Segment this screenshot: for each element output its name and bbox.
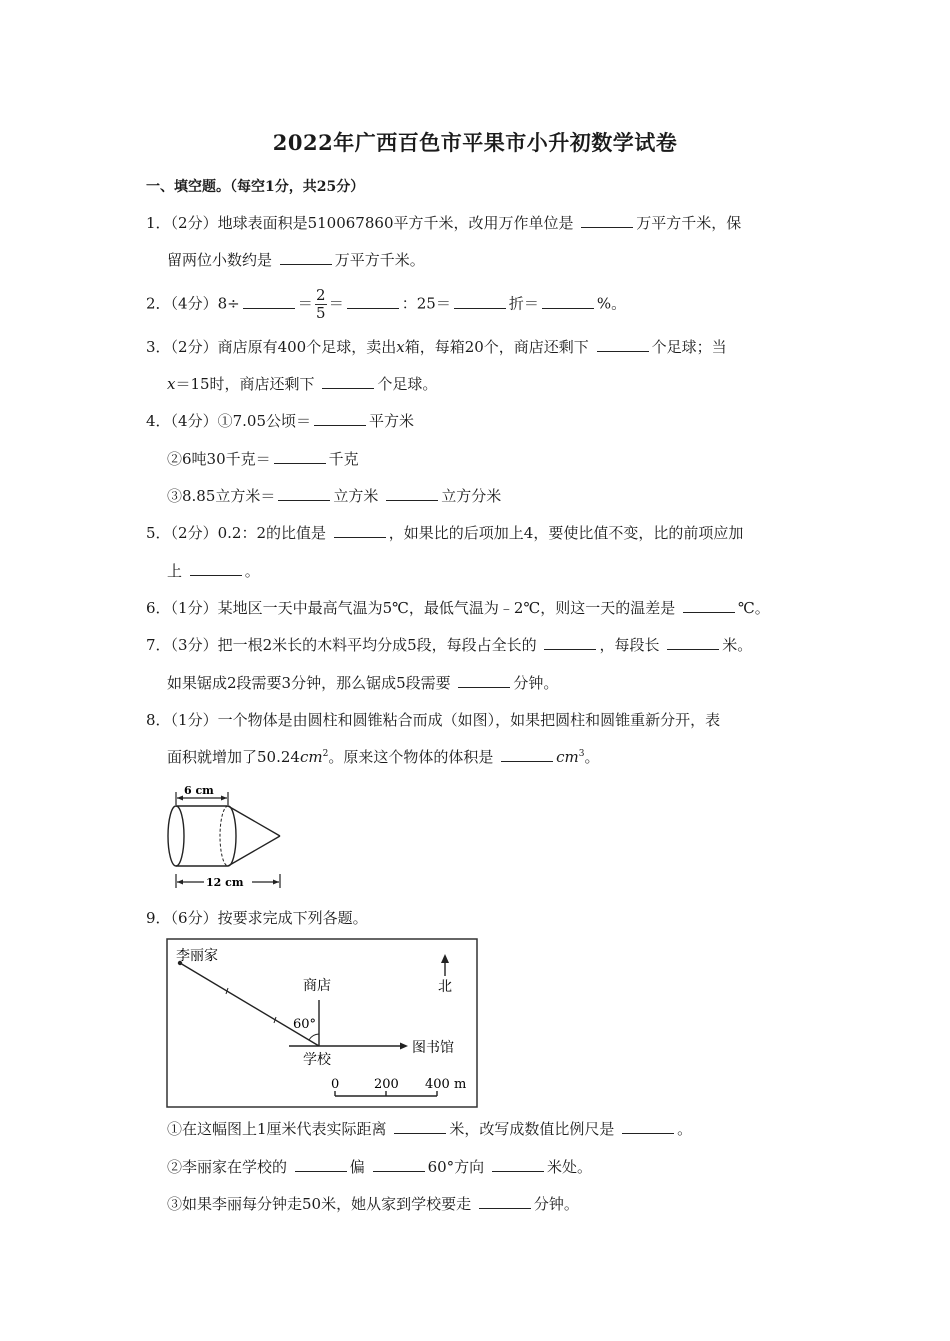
question-8-line-2 <box>167 746 599 767</box>
question-text: ②6吨30千克＝ <box>167 450 271 468</box>
question-text: 箱，每箱20个，商店还剩下 <box>404 338 589 356</box>
question-text: ，如果比的后项加上4，要使比值不变，比的前项应加 <box>388 524 744 542</box>
question-text: ③8.85立方米＝ <box>167 487 276 505</box>
question-text: ：25＝ <box>401 294 451 313</box>
question-text: （4分）8÷ <box>170 294 240 313</box>
question-text: 米处。 <box>546 1158 592 1176</box>
answer-blank[interactable] <box>295 1157 347 1172</box>
question-text: ，每段长 <box>599 636 660 654</box>
map-label-angle: 60° <box>293 1017 317 1032</box>
answer-blank[interactable] <box>542 294 594 309</box>
question-text: 万平方千米。 <box>334 251 425 269</box>
question-3-line-1 <box>146 336 727 357</box>
question-1-line-1 <box>146 212 741 233</box>
answer-blank[interactable] <box>458 673 510 688</box>
question-7-line-2 <box>167 672 558 693</box>
question-text: 。 <box>244 562 260 580</box>
question-text: 立方分米 <box>441 487 502 505</box>
question-text: 上 <box>167 562 183 580</box>
question-number: 5． <box>146 524 171 542</box>
question-number: 2． <box>146 294 171 313</box>
answer-blank[interactable] <box>347 294 399 309</box>
question-text: 千克 <box>328 450 359 468</box>
answer-blank[interactable] <box>394 1119 446 1134</box>
question-text: 如果锯成2段需要3分钟，那么锯成5段需要 <box>167 674 451 692</box>
question-text: ①在这幅图上1厘米代表实际距离 <box>167 1120 387 1138</box>
dimension-label-top: 6 cm <box>184 784 214 797</box>
answer-blank[interactable] <box>454 294 506 309</box>
unit-cm: cm <box>556 748 579 766</box>
answer-blank[interactable] <box>581 213 633 228</box>
question-text: 分钟。 <box>513 674 559 692</box>
map-label-north: 北 <box>438 979 452 995</box>
answer-blank[interactable] <box>314 411 366 426</box>
scale-label-400: 400 m <box>425 1077 467 1092</box>
dimension-label-bottom: 12 cm <box>206 876 244 889</box>
answer-blank[interactable] <box>190 561 242 576</box>
scale-label-0: 0 <box>331 1077 340 1092</box>
question-number: 4． <box>146 412 171 430</box>
question-number: 7． <box>146 636 171 654</box>
question-8-line-1 <box>146 709 720 730</box>
question-9-line <box>146 907 368 928</box>
question-text: 个足球。 <box>377 375 438 393</box>
answer-blank[interactable] <box>501 747 553 762</box>
fraction <box>315 288 327 321</box>
question-text: 万平方千米，保 <box>636 214 742 232</box>
question-number: 1． <box>146 214 171 232</box>
question-number: 6． <box>146 599 171 617</box>
map-label-home: 李丽家 <box>176 948 218 964</box>
equals-sign: ＝ <box>297 294 313 313</box>
question-text: （1分）某地区一天中最高气温为5℃，最低气温为﹣2℃，则这一天的温差是 <box>170 599 676 617</box>
question-text: 。原来这个物体的体积是 <box>328 748 494 766</box>
question-text: ℃。 <box>738 599 770 617</box>
variable-x: x <box>396 338 405 356</box>
question-4-line-3 <box>167 485 501 506</box>
section-heading: 一、填空题。（每空1分，共25分） <box>146 179 365 195</box>
question-text: 立方米 <box>333 487 379 505</box>
question-9-sub-3 <box>167 1193 579 1214</box>
answer-blank[interactable] <box>373 1157 425 1172</box>
answer-blank[interactable] <box>479 1194 531 1209</box>
question-text: 偏 <box>349 1158 365 1176</box>
answer-blank[interactable] <box>334 523 386 538</box>
answer-blank[interactable] <box>667 635 719 650</box>
answer-blank[interactable] <box>386 486 438 501</box>
question-5-line-1 <box>146 522 743 543</box>
question-text: 平方米 <box>369 412 415 430</box>
question-2-line <box>146 288 626 321</box>
variable-x: x <box>167 375 176 393</box>
answer-blank[interactable] <box>597 337 649 352</box>
answer-blank[interactable] <box>274 449 326 464</box>
question-text: %。 <box>596 294 627 313</box>
question-text: 60°方向 <box>427 1158 485 1176</box>
question-text: （2分）0.2：2的比值是 <box>170 524 326 542</box>
question-text: 留两位小数约是 <box>167 251 273 269</box>
answer-blank[interactable] <box>280 250 332 265</box>
question-number: 8． <box>146 711 171 729</box>
equals-sign: ＝ <box>328 294 344 313</box>
map-label-library: 图书馆 <box>412 1040 454 1056</box>
question-text: （2分）地球表面积是510067860平方千米，改用万作单位是 <box>170 214 574 232</box>
question-text: 个足球；当 <box>651 338 727 356</box>
question-text: 米，改写成数值比例尺是 <box>449 1120 615 1138</box>
cylinder-cone-figure <box>164 780 288 893</box>
question-text: （3分）把一根2米长的木料平均分成5段，每段占全长的 <box>170 636 537 654</box>
question-text: ＝15时，商店还剩下 <box>175 375 315 393</box>
question-text: （4分）①7.05公顷＝ <box>170 412 311 430</box>
unit-exponent: 2 <box>322 749 329 759</box>
fraction-denominator: 5 <box>315 304 326 322</box>
scale-label-200: 200 <box>374 1077 399 1092</box>
question-1-line-2 <box>167 249 425 270</box>
question-text: ②李丽家在学校的 <box>167 1158 288 1176</box>
answer-blank[interactable] <box>683 598 735 613</box>
answer-blank[interactable] <box>322 374 374 389</box>
question-9-sub-2 <box>167 1156 592 1177</box>
punctuation: 。 <box>584 748 600 766</box>
answer-blank[interactable] <box>544 635 596 650</box>
question-number: 9． <box>146 909 171 927</box>
answer-blank[interactable] <box>243 294 295 309</box>
question-7-line-1 <box>146 634 752 655</box>
question-number: 3． <box>146 338 171 356</box>
question-text: （2分）商店原有400个足球，卖出 <box>170 338 397 356</box>
question-5-line-2 <box>167 560 260 581</box>
answer-blank[interactable] <box>622 1119 674 1134</box>
question-6-line <box>146 597 770 618</box>
question-text: ③如果李丽每分钟走50米，她从家到学校要走 <box>167 1195 472 1213</box>
unit-exponent: 3 <box>578 749 585 759</box>
question-text: 分钟。 <box>533 1195 579 1213</box>
question-3-line-2 <box>167 373 437 394</box>
question-9-sub-1 <box>167 1118 692 1139</box>
unit-cm: cm <box>299 748 323 766</box>
map-label-shop: 商店 <box>303 978 331 994</box>
page-title: 2022年广西百色市平果市小升初数学试卷 <box>272 130 678 155</box>
question-text: （6分）按要求完成下列各题。 <box>170 909 368 927</box>
question-text: 。 <box>677 1120 693 1138</box>
question-text: 米。 <box>722 636 753 654</box>
question-text: 面积就增加了50.24 <box>167 748 300 766</box>
direction-map-figure <box>166 938 478 1108</box>
question-4-line-1 <box>146 410 414 431</box>
question-text: （1分）一个物体是由圆柱和圆锥粘合而成（如图），如果把圆柱和圆锥重新分开，表 <box>170 711 721 729</box>
map-label-school: 学校 <box>303 1052 331 1068</box>
fraction-numerator: 2 <box>315 286 326 304</box>
question-text: 折＝ <box>508 294 539 313</box>
answer-blank[interactable] <box>278 486 330 501</box>
question-4-line-2 <box>167 448 359 469</box>
answer-blank[interactable] <box>492 1157 544 1172</box>
